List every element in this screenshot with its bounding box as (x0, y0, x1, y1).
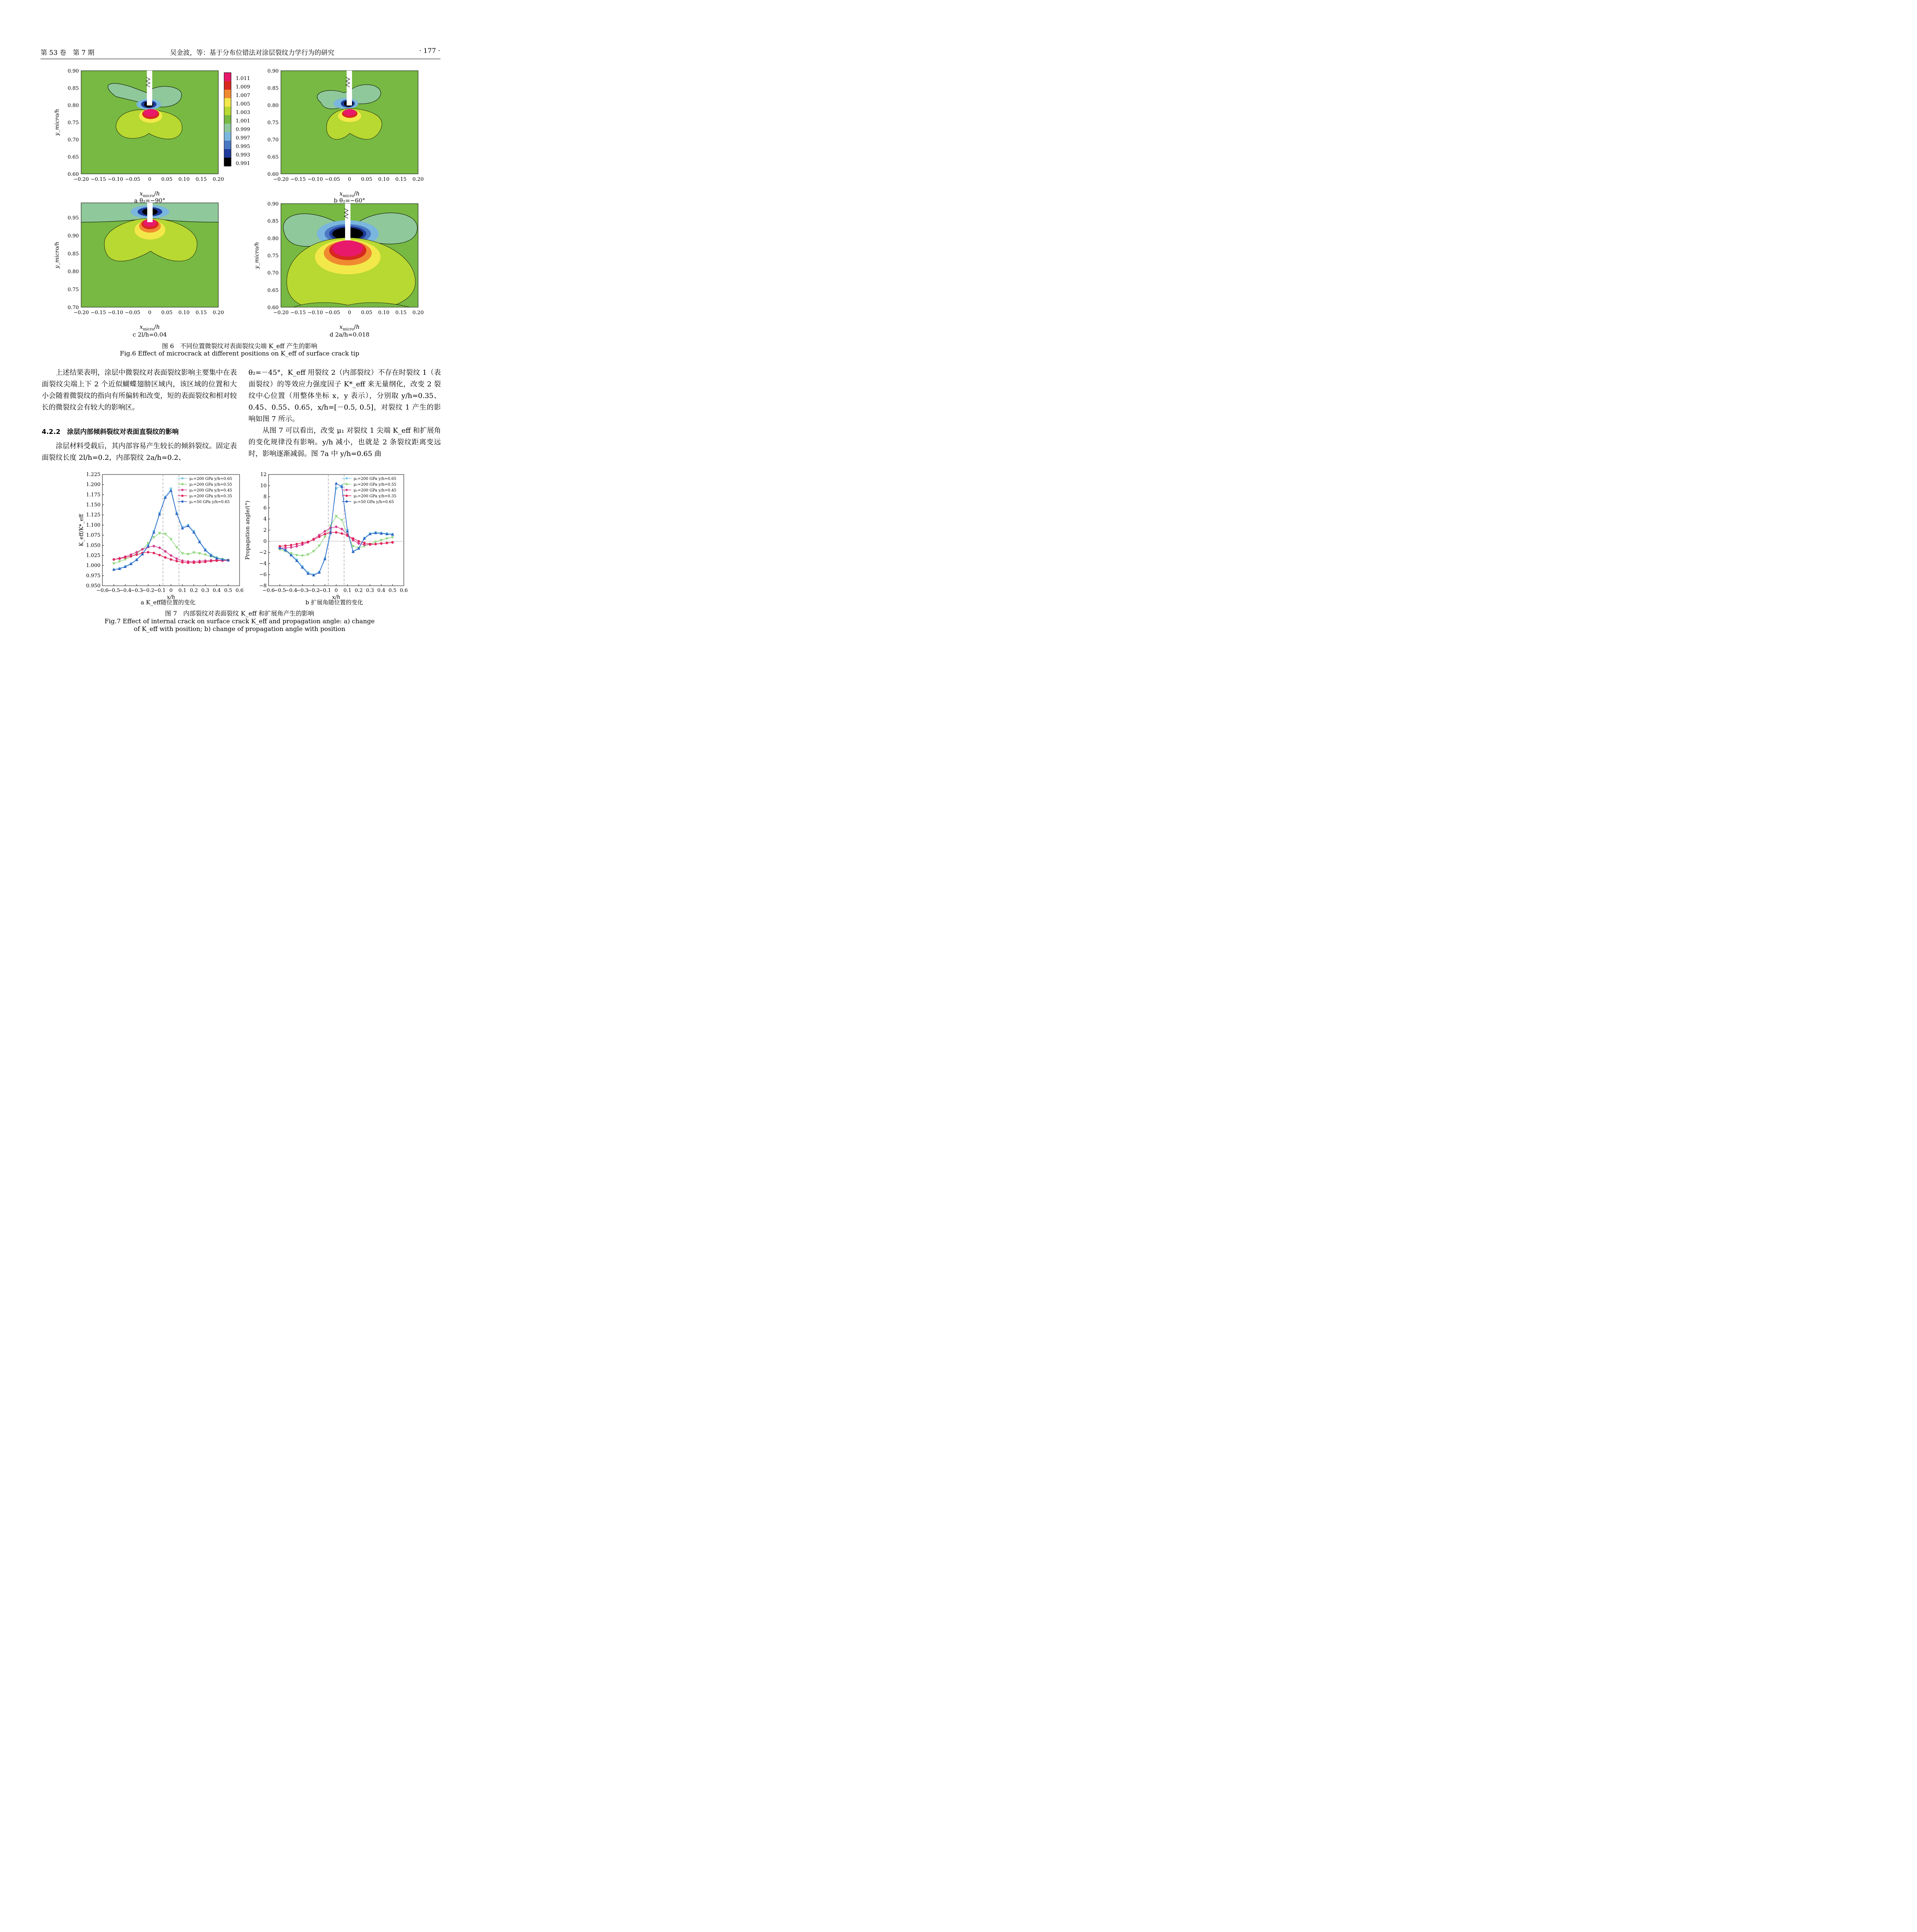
legend-label: μ₁=200 GPa y/h=0.55 (354, 483, 396, 487)
x-tick-label: −0.1 (319, 588, 331, 594)
legend-label: μ₁=50 GPa y/h=0.65 (189, 500, 230, 504)
paragraph-right-2: 从图 7 可以看出，改变 μ₁ 对裂纹 1 尖端 K_eff 和扩展角的变化规律没有影响。y/h 减小，也就是 2 条裂纹距离变远时，影响逐渐减弱。图 7a 中 y/h=0.65 曲 (248, 427, 441, 458)
y-axis-label: K_eff/K*_eff (78, 514, 85, 546)
fig6-y-tick: 0.70 (267, 137, 279, 143)
x-tick-label: −0.5 (274, 588, 286, 594)
fig6-x-tick: −0.05 (125, 177, 141, 182)
x-tick-label: 0 (169, 588, 173, 594)
colorbar-label: 0.993 (236, 152, 250, 158)
colorbar-label: 1.011 (236, 76, 250, 82)
fig6-x-tick: 0.15 (395, 177, 407, 182)
fig6-y-tick: 0.75 (267, 120, 279, 126)
y-tick-label: 1.125 (86, 512, 100, 518)
y-tick-label: 12 (260, 472, 267, 478)
data-point (290, 544, 292, 546)
y-tick-label: 1.050 (86, 543, 100, 549)
fig6-y-tick: 0.85 (68, 251, 79, 257)
y-tick-label: 10 (260, 483, 267, 489)
x-tick-label: 0.2 (354, 588, 363, 594)
legend-marker (345, 495, 348, 497)
x-tick-label: −0.4 (285, 588, 298, 594)
legend-marker (181, 477, 184, 480)
fig6-x-tick: 0.15 (196, 177, 207, 182)
fig6-x-tick: −0.10 (307, 310, 323, 316)
fig6-x-tick: −0.15 (290, 177, 306, 182)
x-tick-label: 0.6 (400, 588, 408, 594)
y-tick-label: 1.025 (86, 553, 100, 559)
fig6-y-label: y_micro/h (54, 242, 60, 269)
paragraph-left-1: 上述结果表明，涂层中微裂纹对表面裂纹影响主要集中在表面裂纹尖端上下 2 个近似蝴蝶翅膀区域内，该区域的位置和大小会随着微裂纹的指向有所偏转和改变，短的表面裂纹和相对较长的微裂纹会有较大的影响区。 (42, 369, 237, 412)
y-tick-label: 1.100 (86, 522, 100, 528)
fig6-y-tick: 0.75 (68, 287, 79, 293)
colorbar (224, 73, 250, 167)
data-point (363, 542, 366, 544)
data-point (296, 543, 298, 545)
y-axis-label: Propagation angle/(°) (245, 500, 251, 560)
fig6-x-tick: −0.20 (273, 177, 289, 182)
fig6-x-tick: −0.20 (273, 310, 289, 316)
y-tick-label: 0 (263, 538, 267, 544)
y-tick-label: 6 (263, 505, 267, 511)
fig6-y-tick: 0.80 (267, 103, 279, 109)
data-point (204, 561, 206, 563)
fig6-x-tick: −0.10 (107, 310, 123, 316)
x-tick-label: 0.5 (388, 588, 397, 594)
fig6-y-tick: 0.90 (267, 201, 279, 207)
y-tick-label: 1.000 (86, 563, 100, 569)
legend-marker (345, 500, 348, 503)
data-point (198, 561, 201, 563)
fig6-x-tick: −0.15 (290, 310, 306, 316)
data-point (216, 560, 218, 562)
fig6-y-tick: 0.65 (267, 287, 279, 294)
data-point (130, 555, 132, 557)
section-heading-4-2-2: 4.2.2 涂层内部倾斜裂纹对表面直裂纹的影响 (42, 428, 179, 436)
y-tick-label: 0.950 (86, 583, 100, 589)
colorbar-label: 0.991 (236, 161, 250, 167)
fig6-y-tick: 0.90 (68, 233, 79, 239)
x-tick-label: −0.2 (142, 588, 155, 594)
legend-label: μ₁=200 GPa y/h=0.65 (189, 477, 232, 481)
legend-marker (345, 477, 348, 480)
figure-6 (0, 0, 479, 348)
running-header-title: 吴金波，等：基于分布位错法对涂层裂纹力学行为的研究 (170, 49, 334, 57)
legend-label: μ₁=50 GPa y/h=0.65 (354, 500, 394, 504)
data-point (136, 553, 138, 556)
data-point (324, 533, 326, 535)
y-tick-label: 1.200 (86, 482, 100, 488)
figure-6-contours (0, 0, 479, 348)
legend-label: μ₁=200 GPa y/h=0.45 (189, 488, 232, 493)
data-point (352, 537, 354, 539)
legend-label: μ₁=200 GPa y/h=0.65 (354, 477, 396, 481)
fig6-x-tick: 0 (148, 177, 151, 182)
data-point (147, 551, 149, 553)
legend-label: μ₁=200 GPa y/h=0.35 (354, 494, 396, 498)
data-point (369, 543, 371, 545)
x-tick-label: −0.6 (262, 588, 275, 594)
fig6-x-tick: 0 (148, 310, 151, 316)
fig6-y-tick: 0.70 (68, 137, 79, 143)
fig6-y-label: y_micro/h (54, 109, 60, 136)
fig6-x-tick: 0.05 (161, 177, 173, 182)
subplot-caption-c: c 2l/h=0.04 (133, 331, 167, 338)
y-tick-label: −8 (259, 583, 267, 589)
data-point (374, 543, 377, 545)
legend-marker (181, 500, 184, 503)
fig6-x-tick: −0.15 (90, 310, 106, 316)
legend-marker (345, 483, 348, 485)
fig6-y-tick: 0.60 (267, 305, 279, 311)
subplot-caption-d: d 2a/h=0.018 (329, 331, 370, 338)
fig6-x-tick: 0.05 (361, 310, 373, 316)
data-point (391, 541, 394, 543)
data-point (340, 532, 343, 534)
figure-7-caption-zh: 图 7 内部裂纹对表面裂纹 K_eff 和扩展角产生的影响 (165, 610, 315, 617)
subplot-c (81, 203, 218, 307)
fig6-y-tick: 0.90 (68, 68, 79, 74)
x-tick-label: 0.3 (366, 588, 374, 594)
y-tick-label: −4 (259, 561, 267, 567)
fig6-x-tick: −0.10 (107, 177, 123, 182)
x-tick-label: 0 (334, 588, 338, 594)
colorbar-swatch (224, 73, 231, 81)
fig6-x-tick: 0 (348, 177, 351, 182)
fig6-label-x-c: $x_{micro}/h$ (139, 323, 160, 332)
data-point (158, 554, 161, 556)
x-axis-label: x/h (332, 594, 340, 600)
data-point (284, 544, 287, 547)
legend-marker (345, 489, 348, 491)
colorbar-label: 1.007 (236, 93, 250, 99)
paragraph-right-1: θ₂=－45°，K_eff 用裂纹 2（内部裂纹）不存在时裂纹 1（表面裂纹）的等效应力强度因子 K*_eff 来无量纲化，改变 2 裂纹中心位置（用整体坐标 x，y 表示），分别取 y/h=0.35、0.45、0.55、0.65，x/h=[－0.5, 0.5]，对裂纹 1 产生的影响如图 7 所示。 (248, 369, 441, 423)
fig6-y-tick: 0.70 (68, 305, 79, 311)
x-tick-label: −0.2 (307, 588, 320, 594)
subplot-a (81, 71, 218, 174)
data-point (192, 561, 195, 564)
y-tick-label: 1.225 (86, 472, 100, 478)
fig6-y-tick: 0.65 (68, 154, 79, 160)
colorbar-label: 0.999 (236, 127, 250, 133)
subplot-caption-b: b θ₂=−60° (333, 197, 366, 204)
data-point (112, 558, 115, 561)
fig6-y-tick: 0.95 (68, 215, 79, 221)
data-point (118, 558, 121, 560)
y-tick-label: −2 (259, 549, 267, 556)
x-tick-label: 0.4 (213, 588, 221, 594)
figure-7 (0, 468, 479, 630)
fig6-y-tick: 0.80 (68, 269, 79, 275)
fig6-x-tick: 0.20 (213, 310, 224, 316)
subplot-caption-a: a θ₂=−90° (134, 197, 165, 204)
colorbar-label: 1.003 (236, 110, 250, 116)
y-tick-label: 1.150 (86, 502, 100, 508)
fig7-sub-a: a K_eff随位置的变化 (141, 599, 196, 606)
data-point (170, 558, 172, 561)
paragraph-left-2: 涂层材料受载后，其内部容易产生较长的倾斜裂纹。固定表面裂纹长度 2l/h=0.2，内部裂纹 2a/h=0.2、 (42, 442, 237, 462)
fig6-x-tick: 0.20 (412, 177, 424, 182)
fig6-x-tick: 0.15 (395, 310, 407, 316)
colorbar-swatch (224, 124, 231, 132)
y-tick-label: 0.975 (86, 573, 100, 579)
fig6-label-x-a: $x_{micro}/h$ (139, 190, 160, 198)
fig6-y-tick: 0.75 (68, 120, 79, 126)
y-tick-label: 1.175 (86, 492, 100, 498)
data-point (153, 552, 155, 554)
data-point (187, 561, 189, 564)
colorbar-swatch (224, 81, 231, 90)
colorbar-swatch (224, 90, 231, 98)
y-tick-label: 2 (263, 527, 267, 533)
fig6-y-tick: 0.60 (68, 172, 79, 177)
data-point (318, 536, 320, 538)
chart-panel-angle (245, 472, 408, 600)
fig6-x-tick: 0.10 (178, 177, 190, 182)
subplot-b (281, 71, 418, 174)
data-point (357, 540, 360, 543)
y-tick-label: −6 (259, 572, 267, 578)
data-point (301, 542, 303, 544)
data-point (124, 556, 126, 558)
fig6-x-tick: 0.10 (378, 177, 390, 182)
fig6-x-tick: 0.15 (196, 310, 207, 316)
data-point (386, 542, 388, 544)
x-tick-label: 0.2 (190, 588, 198, 594)
legend-label: μ₁=200 GPa y/h=0.35 (189, 494, 232, 498)
data-point (307, 541, 309, 543)
figure-7-caption-en-1: Fig.7 Effect of internal crack on surface crack K_eff and propagation angle: a) change (104, 617, 375, 625)
y-tick-label: 4 (263, 516, 267, 522)
data-point (380, 542, 382, 544)
colorbar-swatch (224, 107, 231, 115)
y-tick-label: 1.075 (86, 532, 100, 539)
x-tick-label: 0.1 (343, 588, 352, 594)
fig6-x-tick: −0.15 (90, 177, 106, 182)
fig6-x-tick: −0.05 (325, 177, 340, 182)
x-tick-label: −0.5 (107, 588, 120, 594)
legend-marker (181, 489, 184, 491)
chart-panel-keff (78, 472, 243, 600)
legend-marker (181, 495, 184, 497)
colorbar-label: 0.995 (236, 144, 250, 150)
colorbar-swatch (224, 132, 231, 141)
fig6-x-tick: 0.20 (213, 177, 224, 182)
y-tick-label: 8 (263, 494, 267, 500)
x-tick-label: 0.6 (235, 588, 244, 594)
data-point (181, 561, 184, 563)
figure-7-caption-en-2: of K_eff with position; b) change of propagation angle with position (134, 625, 345, 633)
colorbar-swatch (224, 158, 231, 166)
data-point (210, 560, 212, 562)
x-tick-label: 0.1 (178, 588, 187, 594)
subplot-d (281, 204, 418, 307)
fig6-y-tick: 0.90 (267, 68, 279, 74)
colorbar-label: 1.001 (236, 118, 250, 124)
fig6-y-tick: 0.80 (68, 103, 79, 109)
x-tick-label: −0.3 (130, 588, 143, 594)
fig6-x-tick: 0.20 (412, 310, 424, 316)
legend-label: μ₁=200 GPa y/h=0.55 (189, 483, 232, 487)
figure-6-caption-zh: 图 6 不同位置微裂纹对表面裂纹尖端 K_eff 产生的影响 (162, 342, 318, 350)
fig6-x-tick: −0.05 (125, 310, 141, 316)
fig6-y-tick: 0.65 (267, 154, 279, 160)
x-tick-label: −0.3 (296, 588, 309, 594)
fig6-y-tick: 0.75 (267, 253, 279, 259)
fig6-x-tick: 0.05 (361, 177, 373, 182)
fig6-x-tick: 0.10 (378, 310, 390, 316)
colorbar-label: 1.009 (236, 84, 250, 90)
fig6-y-label: y_micro/h (254, 242, 260, 269)
x-tick-label: −0.4 (119, 588, 131, 594)
fig6-label-x-d: $x_{micro}/h$ (339, 323, 360, 332)
fig6-y-tick: 0.60 (267, 172, 279, 177)
x-axis-label: x/h (167, 594, 175, 600)
fig6-y-tick: 0.80 (267, 236, 279, 242)
colorbar-swatch (224, 141, 231, 149)
x-tick-label: −0.6 (96, 588, 109, 594)
x-tick-label: 0.3 (201, 588, 209, 594)
data-point (335, 531, 337, 534)
data-point (312, 538, 315, 541)
fig6-y-tick: 0.85 (68, 85, 79, 92)
data-point (175, 560, 178, 562)
data-point (164, 556, 167, 558)
fig6-x-tick: 0.10 (178, 310, 190, 316)
fig7-sub-b: b 扩展角随位置的变化 (305, 599, 363, 606)
x-tick-label: 0.4 (377, 588, 386, 594)
legend-marker (181, 483, 184, 485)
colorbar-swatch (224, 149, 231, 158)
colorbar-swatch (224, 98, 231, 107)
colorbar-label: 1.005 (236, 101, 250, 107)
figure-6-caption-en: Fig.6 Effect of microcrack at different positions on K_eff of surface crack tip (120, 350, 359, 357)
fig6-y-tick: 0.85 (267, 85, 279, 92)
fig6-x-tick: −0.10 (307, 177, 323, 182)
fig6-label-x-b: $x_{micro}/h$ (339, 190, 360, 198)
colorbar-swatch (224, 115, 231, 124)
fig6-y-tick: 0.85 (267, 218, 279, 224)
fig6-x-tick: 0.05 (161, 310, 173, 316)
fig6-x-tick: −0.20 (73, 177, 89, 182)
fig6-x-tick: 0 (348, 310, 351, 316)
x-tick-label: 0.5 (224, 588, 232, 594)
legend-label: μ₁=200 GPa y/h=0.45 (354, 488, 396, 493)
fig6-x-tick: −0.20 (73, 310, 89, 316)
page-number: · 177 · (419, 47, 441, 55)
x-tick-label: −0.1 (153, 588, 166, 594)
fig6-y-tick: 0.70 (267, 270, 279, 276)
figure-7-charts (0, 468, 479, 630)
running-header-left: 第 53 卷 第 7 期 (41, 49, 95, 57)
fig6-x-tick: −0.05 (325, 310, 340, 316)
colorbar-label: 0.997 (236, 135, 250, 141)
